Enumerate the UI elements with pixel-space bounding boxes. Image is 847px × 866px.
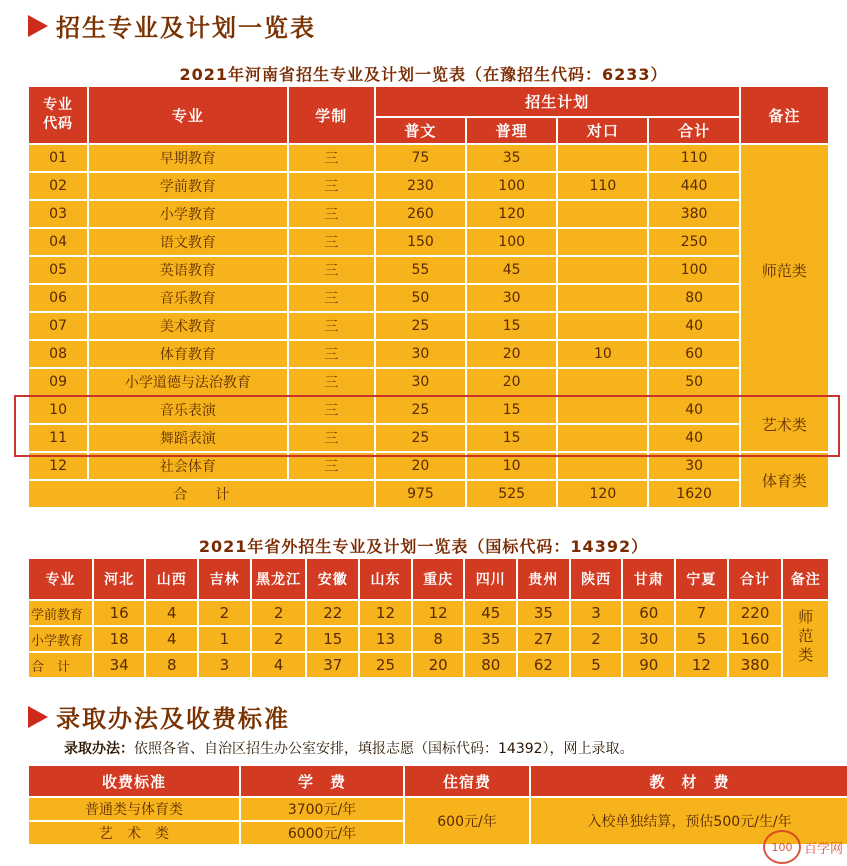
cell-puwen: 150 (376, 229, 465, 255)
cell-count: 3 (199, 653, 250, 677)
cell-duikou (558, 201, 647, 227)
cell-code: 06 (29, 285, 87, 311)
section-heading-fees (28, 699, 290, 734)
province-header: 合计 (729, 559, 782, 599)
table2-title: 2021年省外招生专业及计划一览表（国标代码：14392） (198, 537, 649, 556)
cell-duikou (558, 257, 647, 283)
table-row (29, 653, 828, 677)
cell-count: 4 (146, 601, 197, 625)
cell-major: 舞蹈表演 (89, 425, 286, 451)
cell-duration: 三 (289, 425, 374, 451)
cell-code: 07 (29, 313, 87, 339)
total-row (29, 481, 828, 507)
header-note: 备注 (741, 87, 828, 143)
cell-puwen: 75 (376, 145, 465, 171)
cell-duration: 三 (289, 145, 374, 171)
header-code: 专业代码 (29, 87, 87, 143)
note-teacher (783, 601, 828, 677)
province-header: 重庆 (413, 559, 464, 599)
cell-count: 220 (729, 601, 782, 625)
cell-count: 4 (252, 653, 306, 677)
cell-puwen: 25 (376, 425, 465, 451)
section-heading-plan (28, 8, 316, 43)
cell-major: 英语教育 (89, 257, 286, 283)
cell-code: 01 (29, 145, 87, 171)
cell-count: 12 (360, 601, 411, 625)
cell-puli: 45 (467, 257, 556, 283)
cell-count: 1 (199, 627, 250, 651)
cell-count: 22 (307, 601, 358, 625)
cell-puwen: 230 (376, 173, 465, 199)
cell-puwen: 55 (376, 257, 465, 283)
cell-puli: 15 (467, 397, 556, 423)
cell-count: 2 (571, 627, 622, 651)
table-row (29, 397, 828, 423)
table-row (29, 627, 828, 651)
cell-duikou (558, 285, 647, 311)
cell-count: 30 (623, 627, 674, 651)
cell-puli: 100 (467, 173, 556, 199)
cell-duikou (558, 313, 647, 339)
table-row (29, 229, 828, 255)
cell-major: 美术教育 (89, 313, 286, 339)
cell-major: 小学道德与法治教育 (89, 369, 286, 395)
province-header: 贵州 (518, 559, 569, 599)
fees-category-general: 普通类与体育类 (29, 798, 239, 820)
cell-count: 20 (413, 653, 464, 677)
cell-code: 08 (29, 341, 87, 367)
cell-duikou (558, 453, 647, 479)
cell-duikou: 10 (558, 341, 647, 367)
province-header: 陕西 (571, 559, 622, 599)
cell-duration: 三 (289, 369, 374, 395)
header-duration: 学制 (289, 87, 374, 143)
cell-count: 90 (623, 653, 674, 677)
cell-major: 小学教育 (29, 627, 92, 651)
header-duikou: 对口 (558, 118, 647, 143)
cell-subtotal: 110 (649, 145, 738, 171)
cell-duikou (558, 369, 647, 395)
note-teacher-text: 师范类 (796, 608, 815, 666)
cell-puwen: 260 (376, 201, 465, 227)
cell-duration: 三 (289, 453, 374, 479)
cell-code: 05 (29, 257, 87, 283)
province-header: 山西 (146, 559, 197, 599)
cell-code: 10 (29, 397, 87, 423)
cell-count: 62 (518, 653, 569, 677)
cell-puli: 20 (467, 369, 556, 395)
table-row (29, 369, 828, 395)
cell-puli: 35 (467, 145, 556, 171)
henan-plan-table (27, 85, 830, 509)
cell-duikou (558, 229, 647, 255)
fees-books: 入校单独结算，预估500元/生/年 (531, 798, 847, 844)
province-header: 安徽 (307, 559, 358, 599)
province-header: 备注 (783, 559, 828, 599)
cell-major: 社会体育 (89, 453, 286, 479)
triangle-arrow-icon (28, 15, 48, 37)
cell-major: 小学教育 (89, 201, 286, 227)
province-header: 四川 (465, 559, 516, 599)
province-header: 宁夏 (676, 559, 727, 599)
cell-code: 04 (29, 229, 87, 255)
cell-count: 60 (623, 601, 674, 625)
cell-subtotal: 60 (649, 341, 738, 367)
cell-puli: 15 (467, 425, 556, 451)
cell-count: 34 (94, 653, 145, 677)
cell-count: 2 (252, 601, 306, 625)
cell-puli: 15 (467, 313, 556, 339)
cell-count: 12 (676, 653, 727, 677)
cell-major: 合 计 (29, 653, 92, 677)
cell-count: 7 (676, 601, 727, 625)
cell-count: 37 (307, 653, 358, 677)
cell-major: 音乐表演 (89, 397, 286, 423)
cell-subtotal: 100 (649, 257, 738, 283)
cell-count: 25 (360, 653, 411, 677)
cell-count: 35 (518, 601, 569, 625)
header-subtotal: 合计 (649, 118, 738, 143)
cell-count: 8 (413, 627, 464, 651)
cell-duration: 三 (289, 313, 374, 339)
cell-puwen: 50 (376, 285, 465, 311)
cell-count: 35 (465, 627, 516, 651)
cell-duration: 三 (289, 257, 374, 283)
cell-major: 学前教育 (29, 601, 92, 625)
fees-header-tuition: 学 费 (241, 766, 403, 796)
section-title: 招生专业及计划一览表 (56, 13, 316, 42)
cell-duration: 三 (289, 173, 374, 199)
cell-count: 80 (465, 653, 516, 677)
section-title: 录取办法及收费标准 (56, 704, 290, 733)
fees-table (27, 764, 847, 846)
cell-duration: 三 (289, 229, 374, 255)
cell-subtotal: 380 (649, 201, 738, 227)
cell-subtotal: 250 (649, 229, 738, 255)
cell-duikou (558, 145, 647, 171)
cell-duration: 三 (289, 341, 374, 367)
cell-puwen: 25 (376, 397, 465, 423)
cell-subtotal: 30 (649, 453, 738, 479)
cell-count: 13 (360, 627, 411, 651)
header-row (29, 559, 828, 599)
cell-count: 3 (571, 601, 622, 625)
cell-puli: 10 (467, 453, 556, 479)
table-row (29, 341, 828, 367)
cell-code: 12 (29, 453, 87, 479)
cell-code: 09 (29, 369, 87, 395)
total-value: 120 (558, 481, 647, 507)
watermark-logo-icon: 100 (763, 830, 801, 864)
cell-count: 5 (676, 627, 727, 651)
header-puli: 普理 (467, 118, 556, 143)
cell-duration: 三 (289, 397, 374, 423)
cell-count: 27 (518, 627, 569, 651)
header-major: 专业 (89, 87, 286, 143)
province-header: 吉林 (199, 559, 250, 599)
fees-dorm: 600元/年 (405, 798, 529, 844)
total-value: 525 (467, 481, 556, 507)
cell-puwen: 20 (376, 453, 465, 479)
cell-subtotal: 40 (649, 397, 738, 423)
cell-count: 18 (94, 627, 145, 651)
cell-code: 11 (29, 425, 87, 451)
cell-count: 8 (146, 653, 197, 677)
cell-major: 体育教育 (89, 341, 286, 367)
header-plan: 招生计划 (376, 87, 739, 116)
out-of-province-plan-table (27, 557, 830, 679)
table-row (29, 173, 828, 199)
table-row (29, 313, 828, 339)
fees-header-dorm: 住宿费 (405, 766, 529, 796)
total-label: 合 计 (29, 481, 374, 507)
fees-tuition-art: 6000元/年 (241, 822, 403, 844)
cell-code: 03 (29, 201, 87, 227)
province-header: 专业 (29, 559, 92, 599)
cell-subtotal: 440 (649, 173, 738, 199)
cell-count: 12 (413, 601, 464, 625)
cell-count: 4 (146, 627, 197, 651)
cell-count: 45 (465, 601, 516, 625)
fees-tuition-general: 3700元/年 (241, 798, 403, 820)
cell-count: 2 (252, 627, 306, 651)
watermark-text: 百学网 (803, 841, 843, 857)
cell-count: 380 (729, 653, 782, 677)
header-puwen: 普文 (376, 118, 465, 143)
fees-header-standard: 收费标准 (29, 766, 239, 796)
cell-puli: 100 (467, 229, 556, 255)
table-row (29, 201, 828, 227)
table-row (29, 145, 828, 171)
cell-puli: 30 (467, 285, 556, 311)
cell-puwen: 30 (376, 341, 465, 367)
admission-text: 依照各省、自治区招生办公室安排，填报志愿（国标代码：14392），网上录取。 (134, 741, 634, 757)
cell-major: 音乐教育 (89, 285, 286, 311)
cell-major: 早期教育 (89, 145, 286, 171)
watermark (763, 830, 843, 864)
table-row (29, 601, 828, 625)
note-sports: 体育类 (741, 453, 828, 507)
cell-duikou (558, 397, 647, 423)
cell-subtotal: 80 (649, 285, 738, 311)
cell-count: 2 (199, 601, 250, 625)
note-teacher: 师范类 (741, 145, 828, 395)
cell-subtotal: 40 (649, 313, 738, 339)
table-row (29, 425, 828, 451)
table-row (29, 257, 828, 283)
cell-puwen: 25 (376, 313, 465, 339)
note-art: 艺术类 (741, 397, 828, 451)
fees-header-books: 教 材 费 (531, 766, 847, 796)
fees-category-art: 艺 术 类 (29, 822, 239, 844)
cell-major: 语文教育 (89, 229, 286, 255)
cell-duikou (558, 425, 647, 451)
cell-subtotal: 50 (649, 369, 738, 395)
cell-subtotal: 40 (649, 425, 738, 451)
province-header: 山东 (360, 559, 411, 599)
table1-title: 2021年河南省招生专业及计划一览表（在豫招生代码：6233） (179, 65, 668, 84)
cell-puwen: 30 (376, 369, 465, 395)
cell-code: 02 (29, 173, 87, 199)
cell-puli: 120 (467, 201, 556, 227)
cell-count: 5 (571, 653, 622, 677)
cell-puli: 20 (467, 341, 556, 367)
province-header: 河北 (94, 559, 145, 599)
province-header: 甘肃 (623, 559, 674, 599)
triangle-arrow-icon (28, 706, 48, 728)
cell-duikou: 110 (558, 173, 647, 199)
admission-method (64, 738, 634, 758)
cell-duration: 三 (289, 201, 374, 227)
table-row (29, 285, 828, 311)
total-value: 1620 (649, 481, 738, 507)
cell-duration: 三 (289, 285, 374, 311)
cell-count: 15 (307, 627, 358, 651)
cell-count: 16 (94, 601, 145, 625)
total-value: 975 (376, 481, 465, 507)
table-row (29, 453, 828, 479)
cell-count: 160 (729, 627, 782, 651)
province-header: 黑龙江 (252, 559, 306, 599)
cell-major: 学前教育 (89, 173, 286, 199)
admission-label: 录取办法： (64, 741, 134, 757)
